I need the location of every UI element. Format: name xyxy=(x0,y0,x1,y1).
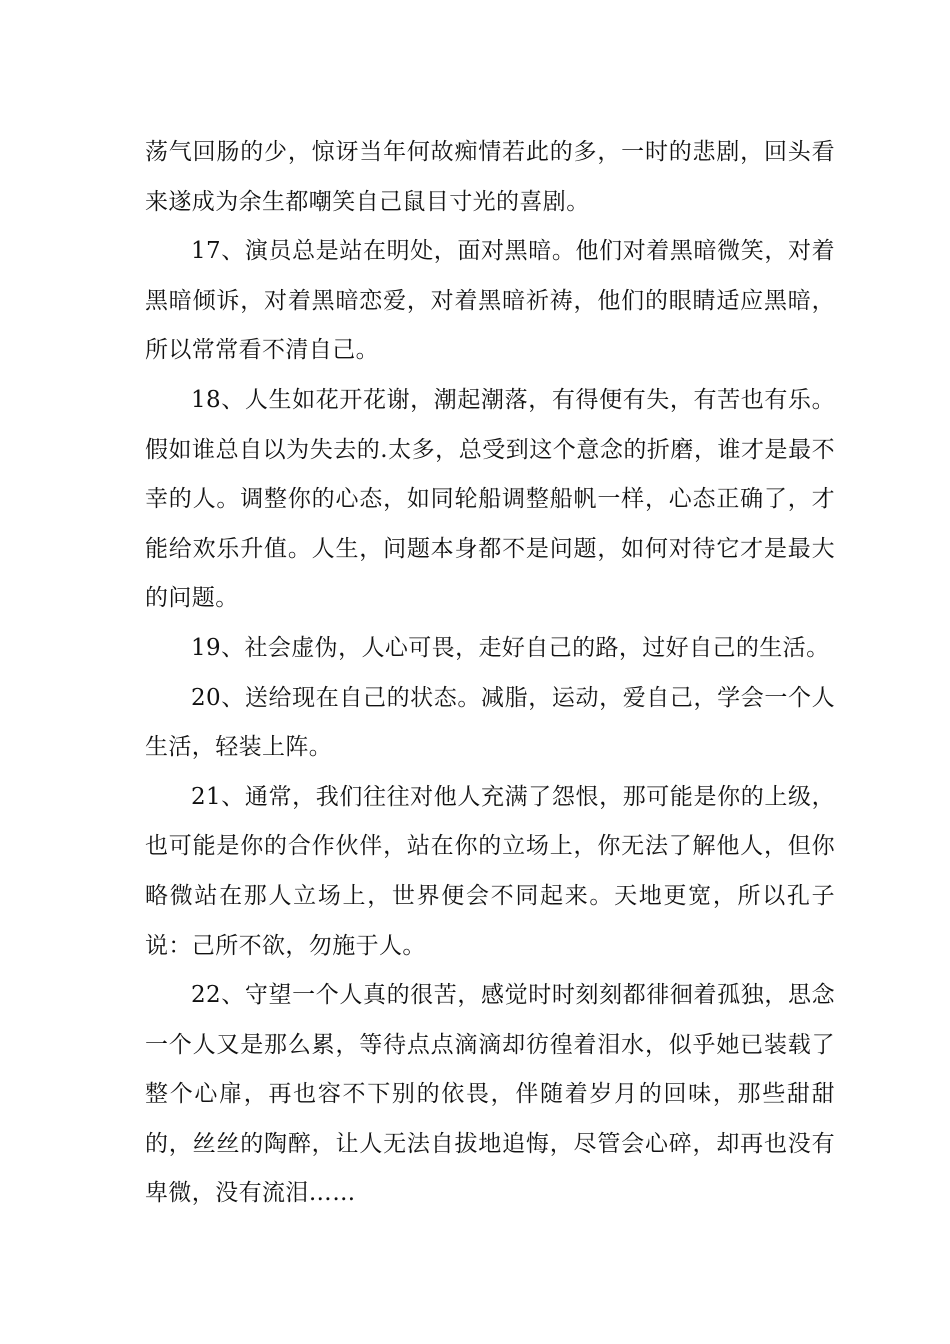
paragraph-18: 18、人生如花开花谢，潮起潮落，有得便有失，有苦也有乐。假如谁总自以为失去的.太多，总受到这个意念的折磨，谁才是最不幸的人。调整你的心态，如同轮船调整船帆一样，心态正确了，才能给欢乐升值。人生，问题本身都不是问题，如何对待它才是最大的问题。 xyxy=(145,386,835,612)
document-body xyxy=(145,128,835,1219)
paragraph-21: 21、通常，我们往往对他人充满了怨恨，那可能是你的上级，也可能是你的合作伙伴，站在你的立场上，你无法了解他人，但你略微站在那人立场上，世界便会不同起来。天地更宽，所以孔子说：己所不欲，勿施于人。 xyxy=(145,783,835,959)
paragraph-20: 20、送给现在自己的状态。减脂，运动，爱自己，学会一个人生活，轻装上阵。 xyxy=(145,684,835,761)
paragraph-22: 22、守望一个人真的很苦，感觉时时刻刻都徘徊着孤独，思念一个人又是那么累，等待点点滴滴却彷徨着泪水，似乎她已装载了整个心扉，再也容不下别的依畏，伴随着岁月的回味，那些甜甜的，丝丝的陶醉，让人无法自拔地追悔，尽管会心碎，却再也没有卑微，没有流泪…… xyxy=(145,982,835,1207)
paragraph-16-continued: 荡气回肠的少，惊讶当年何故痴情若此的多，一时的悲剧，回头看来遂成为余生都嘲笑自己鼠目寸光的喜剧。 xyxy=(145,139,835,215)
paragraph-17: 17、演员总是站在明处，面对黑暗。他们对着黑暗微笑，对着黑暗倾诉，对着黑暗恋爱，对着黑暗祈祷，他们的眼睛适应黑暗，所以常常看不清自己。 xyxy=(145,238,835,364)
paragraph-19: 19、社会虚伪，人心可畏，走好自己的路，过好自己的生活。 xyxy=(191,634,830,661)
